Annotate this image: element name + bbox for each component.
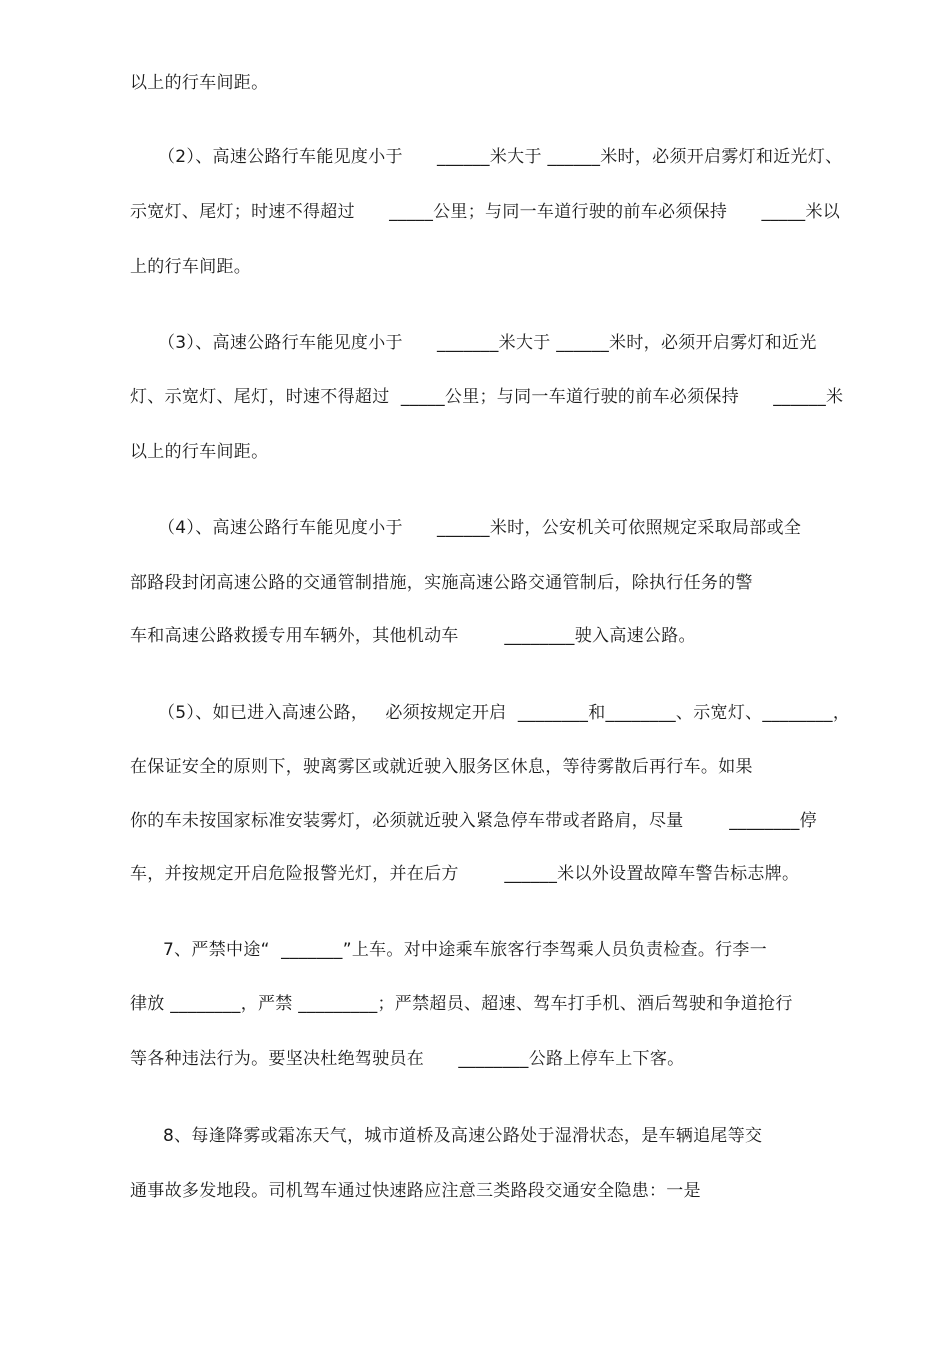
- text-line: （4）、高速公路行车能见度小于 ______米时，公安机关可依照规定采取局部或全: [158, 518, 802, 538]
- text-line: 车和高速公路救援专用车辆外，其他机动车 ________驶入高速公路。: [130, 626, 696, 646]
- text-line: 以上的行车间距。: [130, 73, 269, 93]
- text-line: 通事故多发地段。司机驾车通过快速路应注意三类路段交通安全隐患：一是: [130, 1181, 701, 1201]
- text-line: 7、严禁中途“ _______”上车。对中途乘车旅客行李驾乘人员负责检查。行李一: [163, 940, 768, 960]
- text-line: （2）、高速公路行车能见度小于 ______米大于 ______米时，必须开启雾灯和近光灯、: [158, 147, 843, 167]
- text-line: 以上的行车间距。: [130, 442, 269, 462]
- text-line: （3）、高速公路行车能见度小于 _______米大于 ______米时，必须开启雾灯和近光: [158, 333, 817, 353]
- text-line: 在保证安全的原则下，驶离雾区或就近驶入服务区休息，等待雾散后再行车。如果: [130, 757, 753, 777]
- text-line: 上的行车间距。: [130, 257, 252, 277]
- text-line: 灯、示宽灯、尾灯，时速不得超过 _____公里；与同一车道行驶的前车必须保持 ______米: [130, 387, 844, 407]
- text-line: 车，并按规定开启危险报警光灯，并在后方 ______米以外设置故障车警告标志牌。: [130, 864, 800, 884]
- text-line: 示宽灯、尾灯；时速不得超过 _____公里；与同一车道行驶的前车必须保持 _____米以: [130, 202, 841, 222]
- text-line: （5）、如已进入高速公路， 必须按规定开启 ________和________、示宽灯、________，: [158, 703, 851, 723]
- text-line: 部路段封闭高速公路的交通管制措施，实施高速公路交通管制后，除执行任务的警: [130, 573, 753, 593]
- text-line: 你的车未按国家标准安装雾灯，必须就近驶入紧急停车带或者路肩，尽量 ________停: [130, 811, 817, 831]
- text-line: 8、每逢降雾或霜冻天气，城市道桥及高速公路处于湿滑状态，是车辆追尾等交: [163, 1126, 763, 1146]
- text-line: 律放 ________，严禁 _________；严禁超员、超速、驾车打手机、酒后驾驶和争道抢行: [130, 994, 793, 1014]
- text-line: 等各种违法行为。要坚决杜绝驾驶员在 ________公路上停车上下客。: [130, 1049, 685, 1069]
